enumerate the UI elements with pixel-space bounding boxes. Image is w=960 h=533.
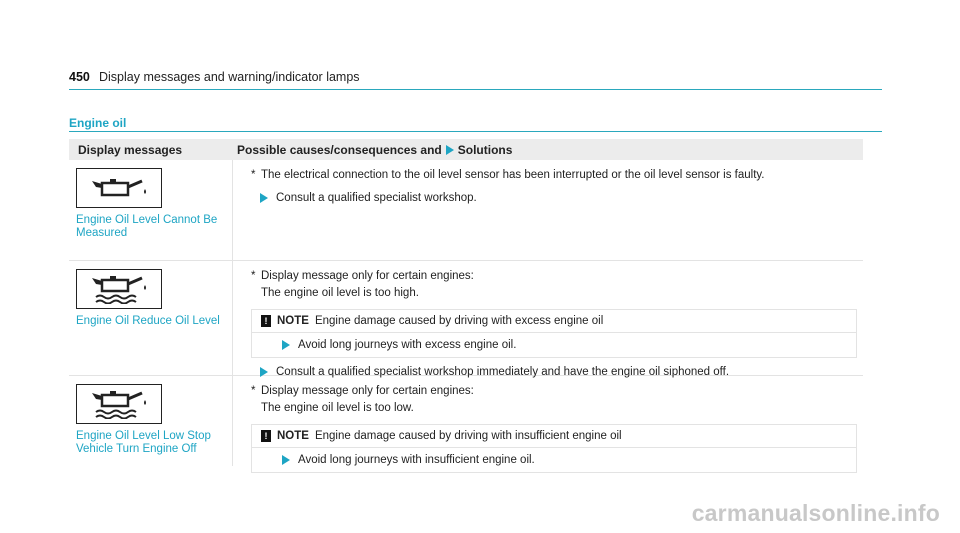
note-text: Engine damage caused by driving with insufficient engine oil — [314, 430, 622, 442]
display-message-text: Engine Oil Level Low Stop Vehicle Turn Engine Off — [76, 430, 211, 455]
column-header-display-messages: Display messages — [78, 142, 183, 157]
cause-item — [251, 384, 857, 398]
cause-detail-text: The engine oil level is too high. — [261, 287, 419, 299]
causes-cell — [232, 261, 863, 378]
note-solution — [251, 448, 857, 473]
column-header-causes-label: Possible causes/consequences and — [237, 142, 442, 157]
causes-cell — [232, 376, 863, 466]
display-message-cell — [69, 376, 232, 466]
page-number: 450 — [69, 70, 90, 84]
note-solution-text: Avoid long journeys with excess engine oil. — [298, 339, 517, 351]
table-header — [69, 139, 863, 160]
table-row — [69, 376, 863, 466]
note-label: NOTE — [277, 430, 309, 442]
note-label: NOTE — [277, 315, 309, 327]
oil-can-icon — [76, 168, 162, 208]
cause-detail-text: The engine oil level is too low. — [261, 402, 414, 414]
display-message-text: Engine Oil Level Cannot Be Measured — [76, 214, 218, 239]
solution-text: Consult a qualified specialist workshop immediately and have the engine oil siphoned off. — [276, 366, 730, 378]
table-row — [69, 160, 863, 261]
page-header-title: Display messages and warning/indicator lamps — [99, 70, 360, 84]
display-message-cell — [69, 160, 232, 260]
note-box — [251, 309, 857, 333]
section-title: Engine oil — [69, 116, 127, 130]
column-header-solutions-label: Solutions — [457, 142, 513, 157]
action-arrow-icon — [446, 145, 454, 155]
cause-bullet: * — [251, 385, 256, 397]
oil-can-level-icon — [76, 384, 162, 424]
action-arrow-icon — [282, 455, 290, 465]
page-header — [69, 67, 882, 90]
display-message-text: Engine Oil Reduce Oil Level — [76, 315, 220, 327]
solution-item — [260, 192, 857, 204]
oil-can-level-icon — [76, 269, 162, 309]
watermark: carmanualsonline.info — [691, 500, 940, 526]
action-arrow-icon — [260, 193, 268, 203]
cause-text: Display message only for certain engines: — [261, 270, 474, 282]
messages-table — [69, 139, 863, 466]
cause-bullet: * — [251, 169, 256, 181]
cause-text: The electrical connection to the oil level sensor has been interrupted or the oil level sensor is faulty. — [261, 169, 765, 181]
note-box — [251, 424, 857, 448]
note-solution-text: Avoid long journeys with insufficient engine oil. — [298, 454, 535, 466]
column-header-causes — [232, 143, 863, 157]
note-text: Engine damage caused by driving with excess engine oil — [314, 315, 604, 327]
table-row — [69, 261, 863, 376]
section-divider — [69, 131, 882, 132]
cause-bullet: * — [251, 270, 256, 282]
causes-cell — [232, 160, 863, 260]
display-message-cell — [69, 261, 232, 375]
note-solution — [251, 333, 857, 358]
cause-item — [251, 168, 857, 182]
cause-text: Display message only for certain engines: — [261, 385, 474, 397]
solution-text: Consult a qualified specialist workshop. — [276, 192, 477, 204]
warning-icon: ! — [261, 430, 271, 442]
action-arrow-icon — [282, 340, 290, 350]
warning-icon: ! — [261, 315, 271, 327]
cause-item — [251, 269, 857, 283]
